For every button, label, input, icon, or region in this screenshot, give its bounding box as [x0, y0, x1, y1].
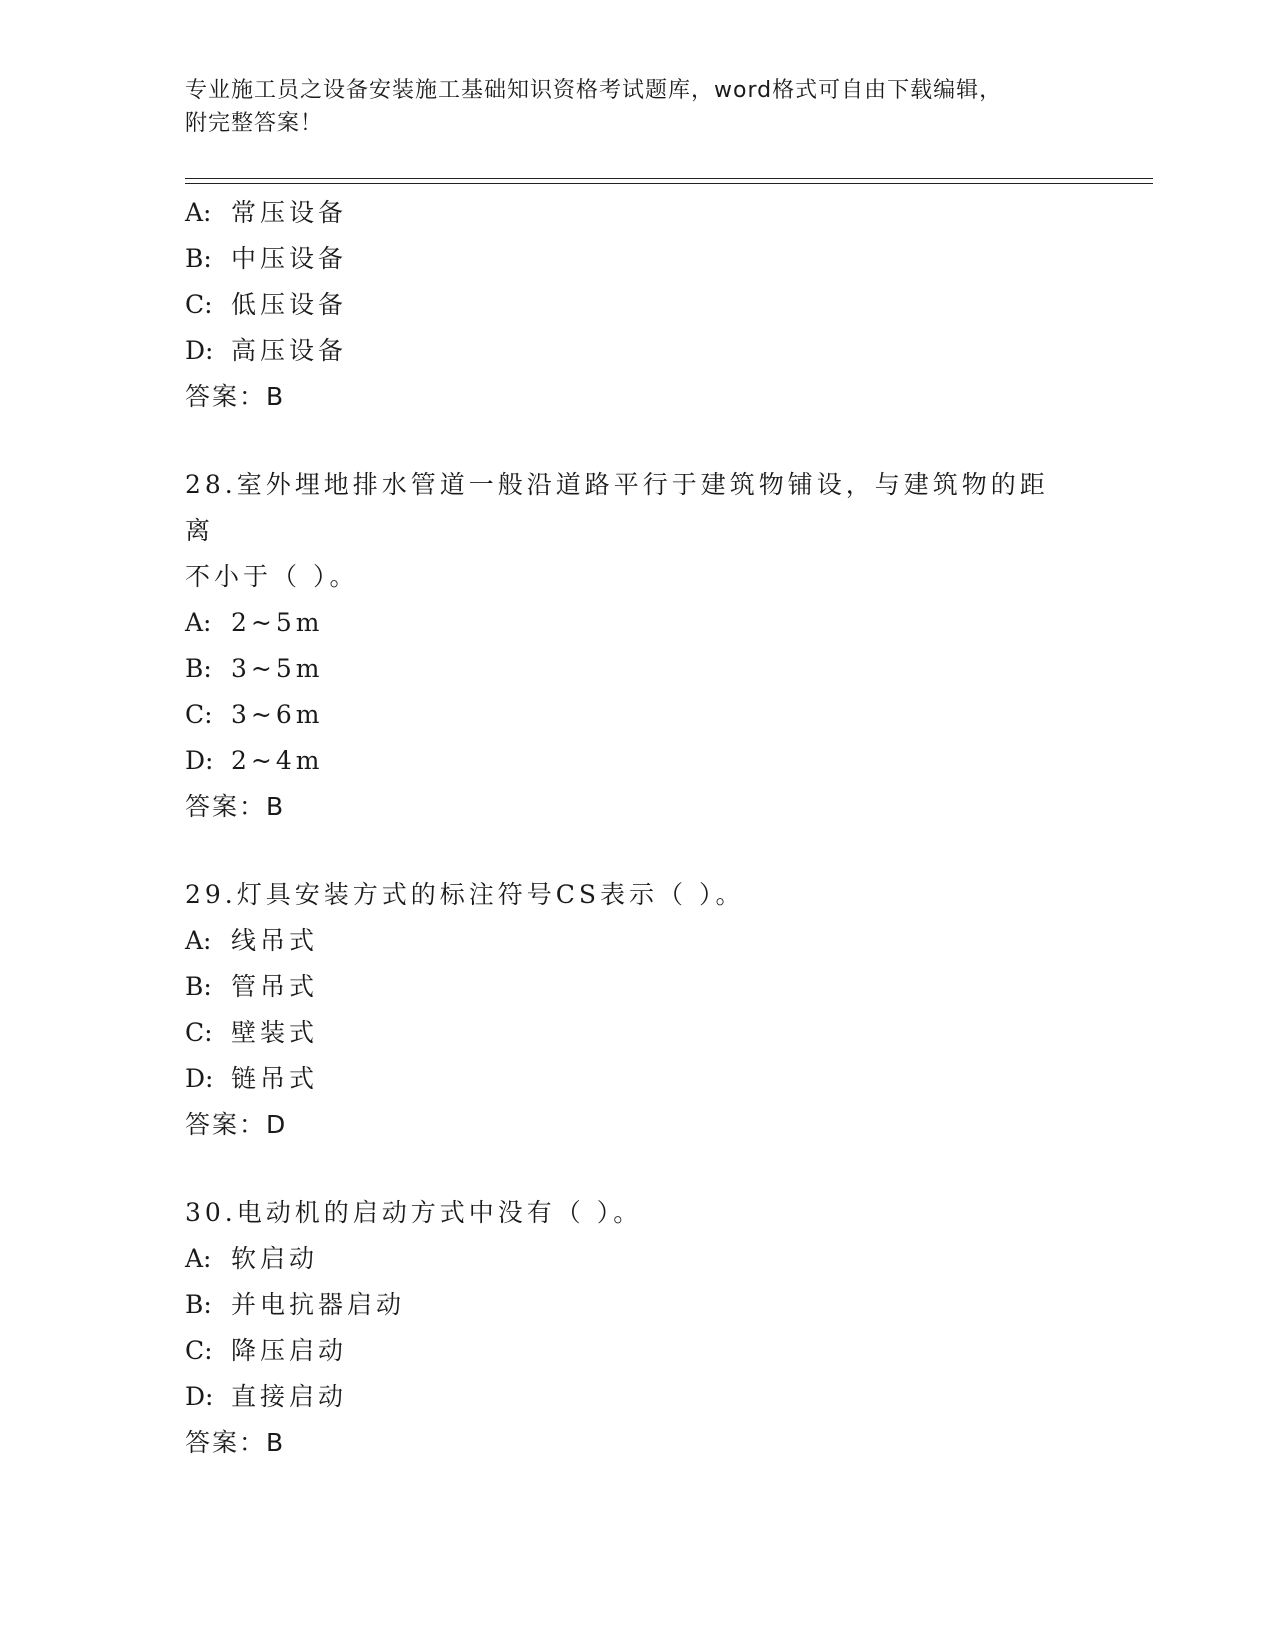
option-a: A: 2~5m — [185, 608, 324, 637]
question-29 — [185, 872, 1085, 1148]
document-header — [185, 74, 1065, 140]
option-c: C: 低压设备 — [185, 290, 348, 319]
answer-30: 答案：B — [185, 1428, 286, 1457]
header-line-2: 附完整答案！ — [185, 111, 324, 136]
option-c: C: 降压启动 — [185, 1336, 348, 1365]
option-a: A: 线吊式 — [185, 926, 319, 955]
answer-29: 答案：D — [185, 1110, 288, 1139]
answer-28: 答案：B — [185, 792, 286, 821]
question-30 — [185, 1190, 1085, 1466]
header-divider-bottom — [185, 183, 1153, 184]
option-b: B: 3~5m — [185, 654, 324, 683]
question-27 — [185, 190, 1085, 420]
question-30-stem: 30.电动机的启动方式中没有（ ）。 — [185, 1198, 643, 1227]
option-a: A: 软启动 — [185, 1244, 319, 1273]
header-divider-top — [185, 178, 1153, 179]
option-a: A: 常压设备 — [185, 198, 348, 227]
question-list — [185, 190, 1085, 1466]
option-c: C: 壁装式 — [185, 1018, 319, 1047]
option-b: B: 管吊式 — [185, 972, 319, 1001]
option-d: D: 链吊式 — [185, 1064, 319, 1093]
option-c: C: 3~6m — [185, 700, 324, 729]
question-28 — [185, 462, 1085, 830]
question-28-stem: 28.室外埋地排水管道一般沿道路平行于建筑物铺设，与建筑物的距离 不小于（ ）。 — [185, 470, 1049, 591]
option-d: D: 2~4m — [185, 746, 324, 775]
option-d: D: 高压设备 — [185, 336, 348, 365]
answer-27: 答案：B — [185, 382, 286, 411]
option-b: B: 并电抗器启动 — [185, 1290, 406, 1319]
option-b: B: 中压设备 — [185, 244, 348, 273]
question-29-stem: 29.灯具安装方式的标注符号CS表示（ ）。 — [185, 880, 745, 909]
option-d: D: 直接启动 — [185, 1382, 348, 1411]
header-line-1: 专业施工员之设备安装施工基础知识资格考试题库，word格式可自由下载编辑， — [185, 78, 1003, 103]
